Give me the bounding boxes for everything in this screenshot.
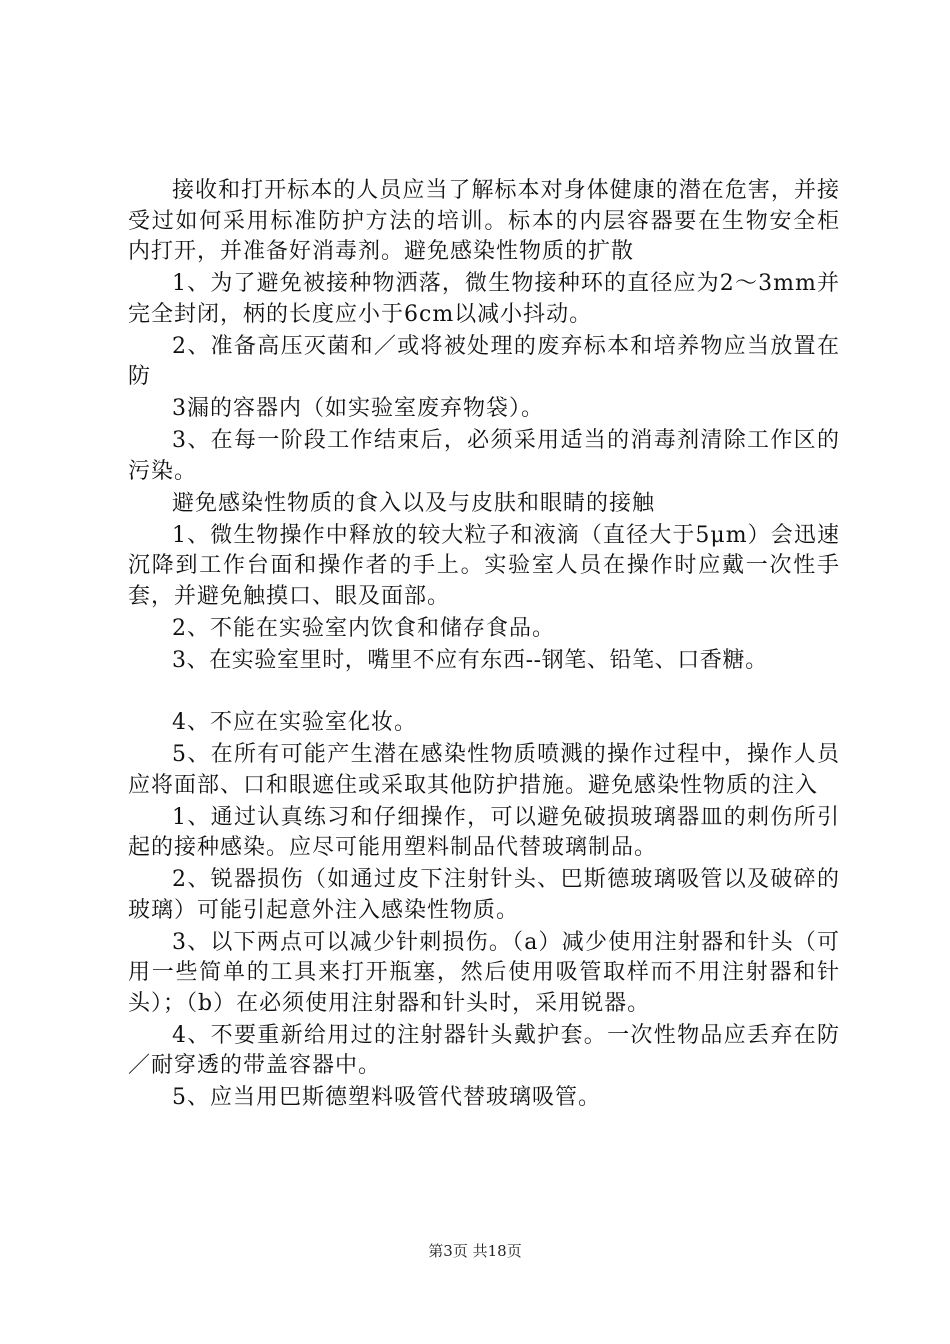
page-number-footer: 第3页 共18页 <box>428 1242 522 1260</box>
paragraph: 5、在所有可能产生潜在感染性物质喷溅的操作过程中，操作人员应将面部、口和眼遮住或采取其他防护措施。避免感染性物质的注入 <box>128 742 840 798</box>
paragraph: 3、在实验室里时，嘴里不应有东西--钢笔、铅笔、口香糖。 <box>172 647 768 673</box>
paragraph: 3漏的容器内（如实验室废弃物袋）。 <box>172 396 544 421</box>
paragraph: 5、应当用巴斯德塑料吸管代替玻璃吸管。 <box>172 1085 601 1110</box>
paragraph: 4、不要重新给用过的注射器针头戴护套。一次性物品应丢弃在防／耐穿透的带盖容器中。 <box>128 1022 840 1078</box>
paragraph: 3、以下两点可以减少针刺损伤。（a）减少使用注射器和针头（可用一些简单的工具来打开瓶塞，然后使用吸管取样而不用注射器和针头）；（b）在必须使用注射器和针头时，采用锐器。 <box>128 929 840 1016</box>
paragraph: 4、不应在实验室化妆。 <box>172 710 417 735</box>
paragraph: 1、通过认真练习和仔细操作，可以避免破损玻璃器皿的刺伤所引起的接种感染。应尽可能用塑料制品代替玻璃制品。 <box>128 804 840 860</box>
paragraph: 3、在每一阶段工作结束后，必须采用适当的消毒剂清除工作区的污染。 <box>128 428 840 484</box>
paragraph: 2、不能在实验室内饮食和储存食品。 <box>172 615 555 641</box>
paragraph: 1、为了避免被接种物洒落，微生物接种环的直径应为2～3mm并完全封闭，柄的长度应小于6cm以减小抖动。 <box>128 271 840 327</box>
paragraph: 避免感染性物质的食入以及与皮肤和眼睛的接触 <box>172 490 656 516</box>
document-body <box>128 176 840 1115</box>
paragraph: 2、准备高压灭菌和／或将被处理的废弃标本和培养物应当放置在防 <box>128 333 840 389</box>
paragraph: 2、锐器损伤（如通过皮下注射针头、巴斯德玻璃吸管以及破碎的玻璃）可能引起意外注入感染性物质。 <box>128 867 840 923</box>
paragraph: 1、微生物操作中释放的较大粒子和液滴（直径大于5μm）会迅速沉降到工作台面和操作者的手上。实验室人员在操作时应戴一次性手套，并避免触摸口、眼及面部。 <box>128 522 840 609</box>
paragraph: 接收和打开标本的人员应当了解标本对身体健康的潜在危害，并接受过如何采用标准防护方法的培训。标本的内层容器要在生物安全柜内打开，并准备好消毒剂。避免感染性物质的扩散 <box>128 178 840 264</box>
